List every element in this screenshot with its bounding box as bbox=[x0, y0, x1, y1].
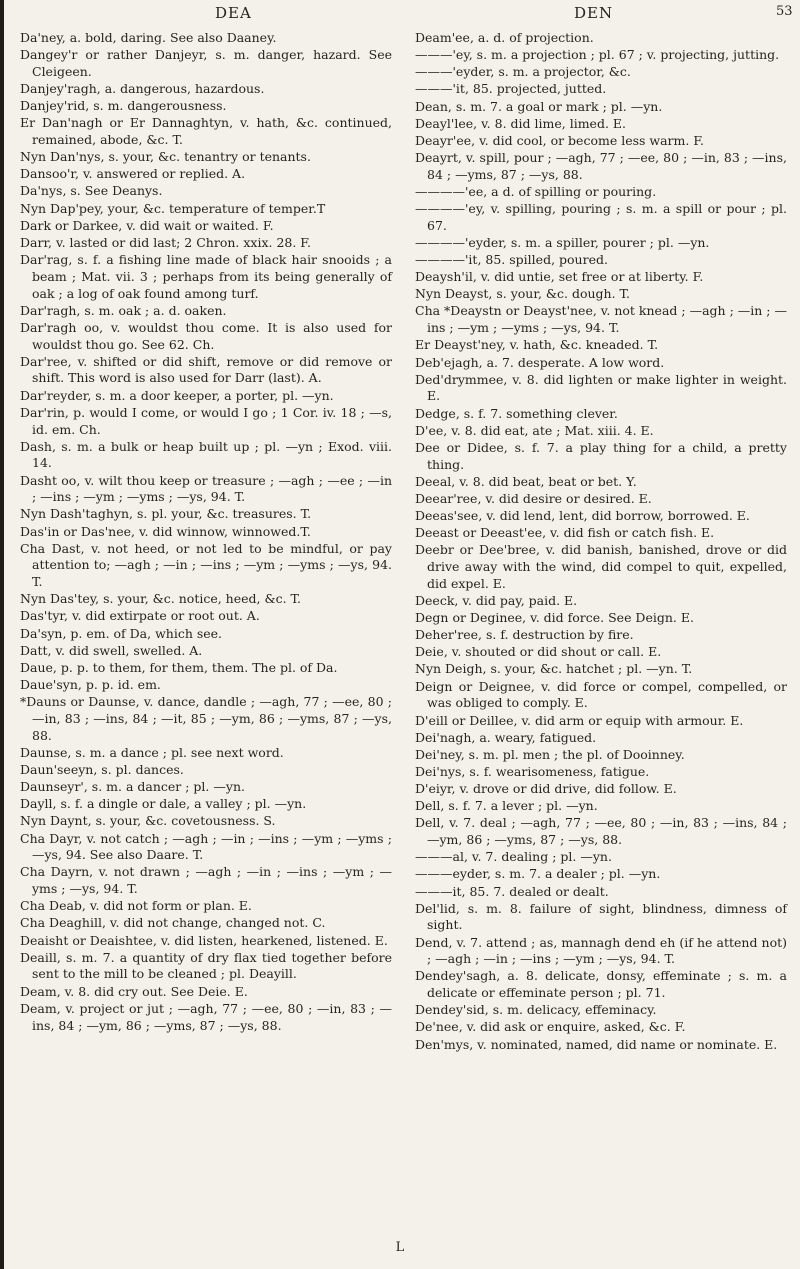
dictionary-entry: Da'syn, p. em. of Da, which see. bbox=[20, 625, 223, 641]
dictionary-entry: Deaysh'il, v. did untie, set free or at liberty. F. bbox=[415, 269, 704, 285]
dictionary-entry: Dar'ragh, s. m. oak ; a. d. oaken. bbox=[20, 302, 227, 318]
dictionary-entry: Deaill, s. m. 7. a quantity of dry flax tied together before sent to the mill to be cleaned ; pl. Deayill. bbox=[20, 949, 392, 982]
dictionary-entry: ————'eyder, s. m. a spiller, pourer ; pl. —yn. bbox=[415, 234, 710, 250]
dictionary-entry: Cha *Deaystn or Deayst'nee, v. not knead ; —agh ; —in ; —ins ; —ym ; —yms ; —ys, 94. T. bbox=[415, 303, 787, 336]
dictionary-entry: Das'tyr, v. did extirpate or root out. A. bbox=[20, 608, 260, 624]
dictionary-entry: Deaisht or Deaishtee, v. did listen, hearkened, listened. E. bbox=[20, 932, 388, 948]
dictionary-entry: Das'in or Das'nee, v. did winnow, winnowed.T. bbox=[20, 523, 311, 539]
dictionary-entry: Dee or Didee, s. f. 7. a play thing for a child, a pretty thing. bbox=[415, 439, 787, 472]
dictionary-entry: Daun'seeyn, s. pl. dances. bbox=[20, 761, 184, 777]
dictionary-entry: Dell, v. 7. deal ; —agh, 77 ; —ee, 80 ; —in, 83 ; —ins, 84 ; —ym, 86 ; —yms, 87 ; —ys, 88. bbox=[415, 815, 787, 848]
dictionary-entry: Dark or Darkee, v. did wait or waited. F. bbox=[20, 217, 274, 233]
dictionary-entry: D'ee, v. 8. did eat, ate ; Mat. xiii. 4. E. bbox=[415, 422, 654, 438]
dictionary-entry: Deayr'ee, v. did cool, or become less warm. F. bbox=[415, 132, 705, 148]
dictionary-entry: Nyn Deigh, s. your, &c. hatchet ; pl. —yn. T. bbox=[415, 661, 693, 677]
dictionary-entry: Dei'ney, s. m. pl. men ; the pl. of Dooinney. bbox=[415, 746, 685, 762]
dictionary-entry: ———it, 85. 7. dealed or dealt. bbox=[415, 883, 609, 899]
dictionary-entry: Daue'syn, p. p. id. em. bbox=[20, 677, 161, 693]
dictionary-entry: Daunse, s. m. a dance ; pl. see next word. bbox=[20, 744, 284, 760]
dictionary-entry: D'eiyr, v. drove or did drive, did follow. E. bbox=[415, 781, 677, 797]
dictionary-entry: ———'ey, s. m. a projection ; pl. 67 ; v. projecting, jutting. bbox=[415, 47, 780, 63]
dictionary-entry: Cha Deaghill, v. did not change, changed not. C. bbox=[20, 915, 326, 931]
dictionary-entry: Dansoo'r, v. answered or replied. A. bbox=[20, 166, 246, 182]
dictionary-entry: Er Dan'nagh or Er Dannaghtyn, v. hath, &c. continued, remained, abode, &c. T. bbox=[20, 115, 392, 148]
dictionary-entry: Da'ney, a. bold, daring. See also Daaney. bbox=[20, 30, 277, 45]
footer-signature: L bbox=[395, 1240, 405, 1255]
running-head-left: DEA bbox=[215, 4, 252, 22]
dictionary-entry: Deebr or Dee'bree, v. did banish, banished, drove or did drive away with the wind, did compel to quit, expelled, did expel. E. bbox=[415, 542, 787, 591]
dictionary-entry: Den'mys, v. nominated, named, did name or nominate. E. bbox=[415, 1036, 778, 1052]
dictionary-entry: Dell, s. f. 7. a lever ; pl. —yn. bbox=[415, 798, 598, 814]
dictionary-entry: Dendey'sid, s. m. delicacy, effeminacy. bbox=[415, 1002, 657, 1018]
dictionary-entry: ———'it, 85. projected, jutted. bbox=[415, 81, 607, 97]
dictionary-entry: Er Deayst'ney, v. hath, &c. kneaded. T. bbox=[415, 337, 659, 353]
dictionary-entry: ————'ee, a d. of spilling or pouring. bbox=[415, 183, 657, 199]
dictionary-entry: Cha Deab, v. did not form or plan. E. bbox=[20, 898, 252, 914]
dictionary-entry: Nyn Das'tey, s. your, &c. notice, heed, &c. T. bbox=[20, 591, 302, 607]
dictionary-entry: Daunseyr', s. m. a dancer ; pl. —yn. bbox=[20, 779, 245, 795]
dictionary-entry: ————'it, 85. spilled, poured. bbox=[415, 252, 608, 268]
dictionary-entry: ———al, v. 7. dealing ; pl. —yn. bbox=[415, 849, 612, 865]
dictionary-entry: Deeas'see, v. did lend, lent, did borrow, borrowed. E. bbox=[415, 507, 750, 523]
dictionary-entry: De'nee, v. did ask or enquire, asked, &c. F. bbox=[415, 1019, 686, 1035]
dictionary-entry: Deeck, v. did pay, paid. E. bbox=[415, 592, 578, 608]
dictionary-entry: Deam, v. 8. did cry out. See Deie. E. bbox=[20, 983, 248, 999]
running-head-right: DEN bbox=[574, 4, 614, 22]
dictionary-entry: Dash, s. m. a bulk or heap built up ; pl. —yn ; Exod. viii. 14. bbox=[20, 438, 392, 471]
dictionary-entry: Dendey'sagh, a. 8. delicate, donsy, effeminate ; s. m. a delicate or effeminate person ; pl. 71. bbox=[415, 968, 787, 1001]
dictionary-entry: Deign or Deignee, v. did force or compel, compelled, or was obliged to comply. E. bbox=[415, 678, 787, 711]
dictionary-entry: Daue, p. p. to them, for them, them. The pl. of Da. bbox=[20, 659, 338, 675]
dictionary-entry: Dedge, s. f. 7. something clever. bbox=[415, 405, 618, 421]
page-number: 53 bbox=[776, 4, 793, 19]
dictionary-entry: Dasht oo, v. wilt thou keep or treasure ; —agh ; —ee ; —in ; —ins ; —ym ; —yms ; —ys, 94. T. bbox=[20, 472, 392, 505]
dictionary-entry: Deeal, v. 8. did beat, beat or bet. Y. bbox=[415, 473, 637, 489]
dictionary-entry: Deb'ejagh, a. 7. desperate. A low word. bbox=[415, 354, 665, 370]
dictionary-entry: Dar'rag, s. f. a fishing line made of black hair snooids ; a beam ; Mat. vii. 3 ; perhaps from its being generally of oak ; a log of oak found among turf. bbox=[20, 252, 392, 301]
dictionary-entry: Cha Dayrn, v. not drawn ; —agh ; —in ; —ins ; —ym ; —yms ; —ys, 94. T. bbox=[20, 864, 392, 897]
dictionary-entry: Datt, v. did swell, swelled. A. bbox=[20, 642, 203, 658]
dictionary-entry: Danjey'rid, s. m. dangerousness. bbox=[20, 98, 227, 114]
dictionary-entry: Ded'drymmee, v. 8. did lighten or make lighter in weight. E. bbox=[415, 371, 787, 404]
dictionary-entry: Deeast or Deeast'ee, v. did fish or catch fish. E. bbox=[415, 525, 715, 541]
left-column bbox=[20, 30, 392, 1035]
dictionary-entry: *Dauns or Daunse, v. dance, dandle ; —agh, 77 ; —ee, 80 ; —in, 83 ; —ins, 84 ; —it, 85 ; —ym, 86 ; —yms, 87 ; —ys, 88. bbox=[20, 694, 392, 743]
dictionary-entry: ———eyder, s. m. 7. a dealer ; pl. —yn. bbox=[415, 866, 661, 882]
dictionary-entry: Nyn Dap'pey, your, &c. temperature of temper.T bbox=[20, 200, 326, 216]
dictionary-entry: Dayll, s. f. a dingle or dale, a valley ; pl. —yn. bbox=[20, 796, 307, 812]
dictionary-entry: Deayl'lee, v. 8. did lime, limed. E. bbox=[415, 115, 626, 131]
dictionary-entry: ———'eyder, s. m. a projector, &c. bbox=[415, 64, 631, 80]
dictionary-entry: Deear'ree, v. did desire or desired. E. bbox=[415, 490, 652, 506]
dictionary-entry: Dar'ree, v. shifted or did shift, remove or did remove or shift. This word is also used for Darr (last). A. bbox=[20, 353, 392, 386]
dictionary-entry: Nyn Dan'nys, s. your, &c. tenantry or tenants. bbox=[20, 149, 311, 165]
dictionary-entry: Deie, v. shouted or did shout or call. E. bbox=[415, 644, 662, 660]
dictionary-entry: Dar'reyder, s. m. a door keeper, a porter, pl. —yn. bbox=[20, 387, 334, 403]
dictionary-entry: Dar'ragh oo, v. wouldst thou come. It is also used for wouldst thou go. See 62. Ch. bbox=[20, 319, 392, 352]
dictionary-entry: Del'lid, s. m. 8. failure of sight, blindness, dimness of sight. bbox=[415, 900, 787, 933]
dictionary-entry: Deayrt, v. spill, pour ; —agh, 77 ; —ee, 80 ; —in, 83 ; —ins, 84 ; —yms, 87 ; —ys, 88. bbox=[415, 149, 787, 182]
dictionary-entry: Dean, s. m. 7. a goal or mark ; pl. —yn. bbox=[415, 98, 663, 114]
dictionary-entry: Dend, v. 7. attend ; as, mannagh dend eh (if he attend not) ; —agh ; —in ; —ins ; —ym ; —ys, 94. T. bbox=[415, 934, 787, 967]
dictionary-entry: Da'nys, s. See Deanys. bbox=[20, 183, 163, 199]
dictionary-entry: Dangey'r or rather Danjeyr, s. m. danger, hazard. See Cleigeen. bbox=[20, 47, 392, 79]
dictionary-entry: Danjey'ragh, a. dangerous, hazardous. bbox=[20, 81, 265, 97]
dictionary-entry: Cha Dayr, v. not catch ; —agh ; —in ; —ins ; —ym ; —yms ; —ys, 94. See also Daare. T. bbox=[20, 830, 392, 863]
page-binding-edge bbox=[0, 0, 4, 1269]
dictionary-entry: Darr, v. lasted or did last; 2 Chron. xxix. 28. F. bbox=[20, 234, 311, 250]
dictionary-entry: Nyn Daynt, s. your, &c. covetousness. S. bbox=[20, 813, 276, 829]
dictionary-entry: Dei'nagh, a. weary, fatigued. bbox=[415, 729, 597, 745]
dictionary-entry: ————'ey, v. spilling, pouring ; s. m. a spill or pour ; pl. 67. bbox=[415, 201, 787, 233]
dictionary-entry: Deher'ree, s. f. destruction by fire. bbox=[415, 627, 634, 643]
page-header bbox=[0, 0, 800, 30]
dictionary-entry: Degn or Deginee, v. did force. See Deign. E. bbox=[415, 610, 694, 626]
dictionary-entry: Nyn Dash'taghyn, s. pl. your, &c. treasures. T. bbox=[20, 506, 312, 522]
right-column bbox=[415, 30, 787, 1054]
dictionary-entry: Nyn Deayst, s. your, &c. dough. T. bbox=[415, 286, 631, 302]
dictionary-entry: Dar'rin, p. would I come, or would I go ; 1 Cor. iv. 18 ; —s, id. em. Ch. bbox=[20, 404, 392, 437]
dictionary-entry: D'eill or Deillee, v. did arm or equip with armour. E. bbox=[415, 712, 744, 728]
dictionary-entry: Deam, v. project or jut ; —agh, 77 ; —ee, 80 ; —in, 83 ; —ins, 84 ; —ym, 86 ; —yms, 87 ; —ys, 88. bbox=[20, 1000, 392, 1033]
dictionary-entry: Cha Dast, v. not heed, or not led to be mindful, or pay attention to; —agh ; —in ; —ins ; —ym ; —yms ; —ys, 94. T. bbox=[20, 540, 392, 590]
dictionary-entry: Deam'ee, a. d. of projection. bbox=[415, 30, 594, 45]
dictionary-entry: Dei'nys, s. f. wearisomeness, fatigue. bbox=[415, 763, 650, 779]
